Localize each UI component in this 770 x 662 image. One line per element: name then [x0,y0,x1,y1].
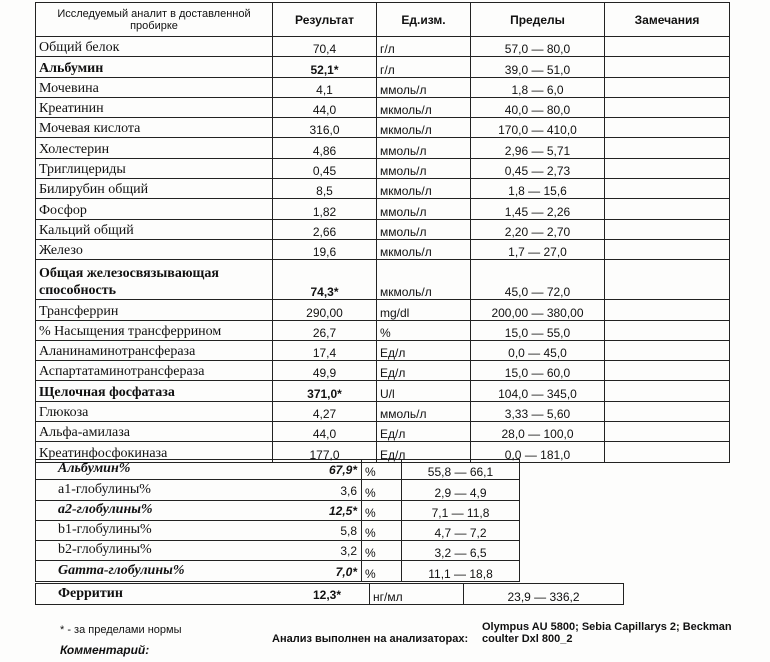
table-row [36,584,730,605]
analyte-result: 74,3* [273,260,377,300]
analyte-limits: 170,0 — 410,0 [471,118,605,138]
analyte-result: 4,86 [273,138,377,158]
analyte-unit: мкмоль/л [377,239,471,259]
analyte-unit: ммоль/л [377,138,471,158]
analyte-name: Альфа-амилаза [36,422,273,442]
analyte-unit: U/l [377,381,471,401]
fraction-name: Альбумин% 67,9* [36,460,362,480]
analyte-result: 4,27 [273,401,377,421]
analyte-limits: 40,0 — 80,0 [471,97,605,117]
ferritin-table [35,583,730,605]
analyte-unit: ммоль/л [377,401,471,421]
analyte-unit: мкмоль/л [377,97,471,117]
analyte-name: Триглицериды [36,158,273,178]
footnote-legend: * - за пределами нормы [60,624,182,636]
analyte-limits: 45,0 — 72,0 [471,260,605,300]
analyte-result: 4,1 [273,77,377,97]
analyte-result: 290,00 [273,300,377,320]
fraction-limits: 7,1 — 11,8 [402,500,520,520]
fraction-unit: % [362,541,402,561]
analyte-name: % Насыщения трансферрином [36,320,273,340]
analyte-result: 44,0 [273,97,377,117]
fraction-name: b2-глобулины% 3,2 [36,541,362,561]
analyte-limits: 2,20 — 2,70 [471,219,605,239]
analyte-result: 19,6 [273,239,377,259]
analyte-unit: г/л [377,37,471,57]
ferritin-name: Ферритин 12,3* [36,584,370,605]
table-row [36,239,730,259]
fraction-limits: 3,2 — 6,5 [402,541,520,561]
table-row [36,219,730,239]
analyte-name-line2: способность [39,283,117,299]
analyte-note [605,401,730,421]
analyte-name: Альбумин [36,57,273,77]
table-row [36,361,730,381]
ferritin-note [624,584,730,605]
table-row [36,401,730,421]
fraction-limits: 4,7 — 7,2 [402,520,520,540]
table-row [36,158,730,178]
analyte-note [605,219,730,239]
analyte-name: Билирубин общий [36,179,273,199]
analyte-name: Холестерин [36,138,273,158]
analyte-note [605,340,730,360]
analyte-limits: 57,0 — 80,0 [471,37,605,57]
analyte-name: Щелочная фосфатаза [36,381,273,401]
analyte-name-line1: Общая железосвязывающая [39,266,219,282]
analyte-limits: 15,0 — 55,0 [471,320,605,340]
analyte-note [605,320,730,340]
analyte-unit: mg/dl [377,300,471,320]
analyte-note [605,199,730,219]
analyte-result: 17,4 [273,340,377,360]
analyte-limits: 0,45 — 2,73 [471,158,605,178]
analyte-name: Мочевая кислота [36,118,273,138]
analyte-unit: Ед/л [377,422,471,442]
analyte-note [605,422,730,442]
analyte-unit: мкмоль/л [377,179,471,199]
analyte-unit: ммоль/л [377,199,471,219]
analyte-name: Глюкоза [36,401,273,421]
ferritin-limits: 23,9 — 336,2 [464,584,624,605]
analyte-note [605,260,730,300]
analyte-limits: 200,00 — 380,00 [471,300,605,320]
analyzers-line1: Olympus AU 5800; Sebia Capillarys 2; Beckman [482,621,732,633]
analyte-result: 26,7 [273,320,377,340]
analyte-note [605,300,730,320]
fraction-note [520,561,730,581]
fraction-note [520,541,730,561]
fraction-name: Gamma-глобулины% 7,0* [36,561,362,581]
analyte-limits: 1,45 — 2,26 [471,199,605,219]
analyte-name: Креатинфосфокиназа [36,442,273,462]
fraction-note [520,460,730,480]
header-result: Результат [273,3,377,37]
fraction-limits: 2,9 — 4,9 [402,480,520,500]
table-row [36,57,730,77]
analyte-note [605,118,730,138]
fraction-name: b1-глобулины% 5,8 [36,520,362,540]
table-row [36,500,730,520]
fraction-unit: % [362,520,402,540]
fraction-unit: % [362,561,402,581]
analyte-result: 316,0 [273,118,377,138]
analyte-result: 0,45 [273,158,377,178]
analyte-name [36,260,273,300]
analyte-note [605,77,730,97]
analyte-limits: 0,0 — 45,0 [471,340,605,360]
fraction-result: 3,6 [340,483,357,498]
fraction-name: a1-глобулины% 3,6 [36,480,362,500]
analyte-note [605,179,730,199]
table-header-row [36,3,730,37]
table-row [36,340,730,360]
protein-fractions-table [35,459,730,582]
fraction-note [520,500,730,520]
analyte-name: Общий белок [36,37,273,57]
fraction-unit: % [362,460,402,480]
table-row [36,320,730,340]
analyte-unit: Ед/л [377,340,471,360]
analyte-unit: мкмоль/л [377,260,471,300]
ferritin-unit: нг/мл [370,584,464,605]
table-row [36,422,730,442]
fraction-unit: % [362,480,402,500]
analyte-limits: 104,0 — 345,0 [471,381,605,401]
analyte-result: 49,9 [273,361,377,381]
analyte-name: Кальций общий [36,219,273,239]
table-row [36,460,730,480]
fraction-result: 7,0* [335,564,357,579]
analyte-limits: 1,7 — 27,0 [471,239,605,259]
analyte-result: 44,0 [273,422,377,442]
analyte-name: Аспартатаминотрансфераза [36,361,273,381]
analyte-note [605,37,730,57]
fraction-name: a2-глобулины% 12,5* [36,500,362,520]
table-row [36,260,730,300]
analyte-note [605,381,730,401]
table-row [36,300,730,320]
analyte-note [605,158,730,178]
analyzers-line2: coulter Dxl 800_2 [482,633,573,645]
analyte-name: Креатинин [36,97,273,117]
header-unit: Ед.изм. [377,3,471,37]
analyte-name: Аланинаминотрансфераза [36,340,273,360]
table-row [36,381,730,401]
analyte-result: 2,66 [273,219,377,239]
header-limits: Пределы [471,3,605,37]
analyte-unit: г/л [377,57,471,77]
analyte-unit: ммоль/л [377,219,471,239]
table-row [36,561,730,581]
fraction-result: 12,5* [328,503,357,518]
analyte-result: 1,82 [273,199,377,219]
table-row [36,97,730,117]
table-row [36,77,730,97]
analyte-note [605,361,730,381]
table-row [36,138,730,158]
analyte-limits: 1,8 — 15,6 [471,179,605,199]
analyte-note [605,138,730,158]
fraction-limits: 55,8 — 66,1 [402,460,520,480]
table-row [36,179,730,199]
table-row [36,541,730,561]
header-notes: Замечания [605,3,730,37]
comment-label: Комментарий: [60,643,150,657]
analyte-result: 371,0* [273,381,377,401]
analyte-limits: 1,8 — 6,0 [471,77,605,97]
analyte-name: Фосфор [36,199,273,219]
table-row [36,520,730,540]
analyte-note [605,97,730,117]
analyte-limits: 28,0 — 100,0 [471,422,605,442]
table-row [36,480,730,500]
table-row [36,37,730,57]
analyzers-label: Анализ выполнен на анализаторах: [272,633,469,645]
fraction-note [520,520,730,540]
analyte-note [605,239,730,259]
lab-results-table [35,2,730,463]
analyte-limits: 2,96 — 5,71 [471,138,605,158]
analyte-note [605,57,730,77]
fraction-result: 3,2 [340,544,357,559]
analyte-result: 52,1* [273,57,377,77]
analyte-result: 177,0 [273,442,377,462]
analyte-unit: ммоль/л [377,77,471,97]
analyte-limits: 15,0 — 60,0 [471,361,605,381]
table-row [36,199,730,219]
ferritin-result: 12,3* [312,588,341,602]
fraction-limits: 11,1 — 18,8 [402,561,520,581]
table-row [36,118,730,138]
fraction-result: 5,8 [340,524,357,539]
analyte-result: 8,5 [273,179,377,199]
analyte-name: Железо [36,239,273,259]
analyte-unit: ммоль/л [377,158,471,178]
analyte-limits: 3,33 — 5,60 [471,401,605,421]
analyte-name: Мочевина [36,77,273,97]
analyte-unit: % [377,320,471,340]
analyte-unit: мкмоль/л [377,118,471,138]
analyte-unit: Ед/л [377,442,471,462]
analyte-name: Трансферрин [36,300,273,320]
analyte-result: 70,4 [273,37,377,57]
fraction-result: 67,9* [328,463,357,478]
analyte-limits: 39,0 — 51,0 [471,57,605,77]
analyte-unit: Ед/л [377,361,471,381]
analyte-limits: 0,0 — 181,0 [471,442,605,462]
fraction-unit: % [362,500,402,520]
header-analyte: Исследуемый аналит в доставленной пробирке [36,3,273,37]
fraction-note [520,480,730,500]
